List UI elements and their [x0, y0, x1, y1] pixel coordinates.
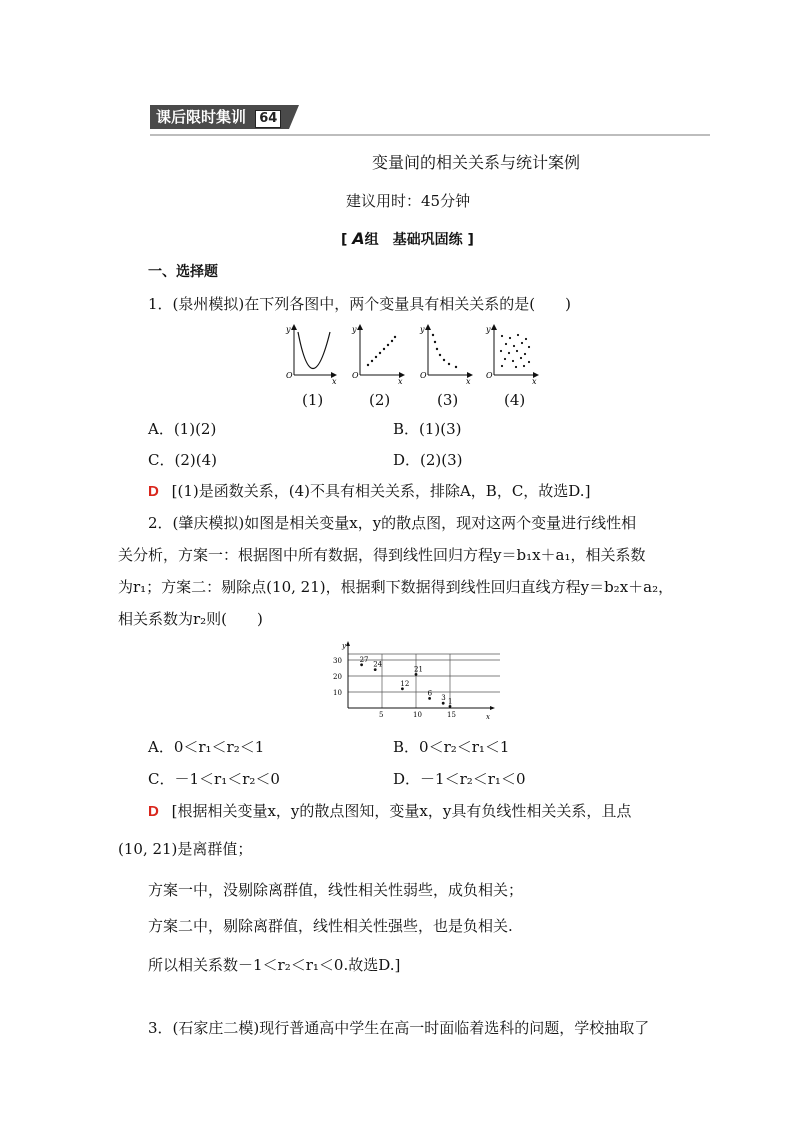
q2-line-4: 相关系数为r₂则( ): [118, 610, 263, 628]
fig4-y-label: y: [486, 325, 491, 334]
q1-figure-label-3: (3): [437, 391, 459, 409]
q2-option-b: B．0＜r₂＜r₁＜1: [393, 738, 510, 756]
scatter-point-label: 21: [414, 665, 423, 674]
scatter-point-label: 6: [427, 689, 433, 698]
x-tick-label: 5: [379, 711, 384, 719]
group-letter: A: [352, 229, 365, 248]
q2-line-3: 为r₁；方案二：剔除点(10, 21)，根据剩下数据得到线性回归直线方程y＝b₂x＋a₂，: [118, 578, 674, 596]
q1-figure-4: [485, 325, 538, 386]
q2-option-a: A．0＜r₁＜r₂＜1: [148, 738, 265, 756]
q1-figure-label-1: (1): [302, 391, 324, 409]
scatter-point: [401, 687, 404, 690]
fig4-origin: O: [486, 371, 493, 380]
q2-y-label: y: [342, 642, 346, 650]
banner-tail: [289, 105, 299, 129]
q2-answer-line-2: (10, 21)是离群值；: [118, 840, 253, 858]
q1-option-b: B．(1)(3): [393, 420, 462, 438]
banner-number: 64: [255, 110, 281, 128]
q2-x-label: x: [486, 713, 490, 721]
time-hint: 建议用时：45分钟: [346, 192, 471, 210]
scatter-point-label: 12: [400, 679, 410, 688]
scatter-point: [442, 702, 445, 705]
section-heading: 一、选择题: [148, 264, 218, 280]
y-tick-label: 30: [333, 657, 342, 665]
q2-line-1: 2．(肇庆模拟)如图是相关变量x，y的散点图，现对这两个变量进行线性相: [148, 514, 637, 532]
q2-answer-line-3: 方案一中，没剔除离群值，线性相关性弱些，成负相关；: [148, 881, 524, 899]
q1-stem: 1．(泉州模拟)在下列各图中，两个变量具有相关关系的是( ): [148, 295, 571, 313]
q1-answer-text: [(1)是函数关系，(4)不具有相关关系，排除A，B，C，故选D.]: [171, 482, 591, 500]
q2-line-2: 关分析，方案一：根据图中所有数据，得到线性回归方程y＝b₁x＋a₁，相关系数: [118, 546, 646, 564]
q2-option-c: C．－1＜r₁＜r₂＜0: [148, 770, 280, 788]
q1-option-d: D．(2)(3): [393, 451, 463, 469]
fig2-y-label: y: [352, 325, 357, 334]
q2-answer-letter: D: [148, 803, 159, 820]
fig4-x-label: x: [532, 377, 537, 386]
q2-scatter-chart: [330, 640, 500, 722]
q1-answer-letter: D: [148, 483, 159, 500]
y-tick-label: 20: [333, 673, 342, 681]
fig3-y-label: y: [420, 325, 425, 334]
q1-option-a: A．(1)(2): [148, 420, 217, 438]
fig2-origin: O: [352, 371, 359, 380]
q2-chart-grid: [348, 654, 500, 708]
banner-label: 课后限时集训: [156, 108, 247, 126]
q2-answer-first: [148, 801, 631, 822]
q2-y-arrow: [346, 641, 350, 646]
scatter-point-label: 1: [448, 697, 453, 706]
q2-option-d: D．－1＜r₂＜r₁＜0: [393, 770, 526, 788]
group-heading: [ A组 基础巩固练 ]: [341, 229, 474, 248]
q2-points: [360, 656, 453, 708]
q2-answer-line-5: 所以相关系数－1＜r₂＜r₁＜0.故选D.]: [148, 956, 401, 974]
q1-figure-1: [285, 325, 337, 386]
scatter-point: [428, 697, 431, 700]
q2-x-arrow: [490, 706, 495, 710]
scatter-point: [360, 663, 363, 666]
fig3-origin: O: [420, 371, 427, 380]
y-tick-label: 10: [333, 689, 342, 697]
scatter-point: [374, 668, 377, 671]
group-label: 组 基础巩固练: [364, 232, 463, 248]
page-title: 变量间的相关关系与统计案例: [372, 153, 581, 172]
section-banner: [150, 105, 299, 129]
scatter-point-label: 24: [373, 660, 383, 669]
q1-answer: [148, 481, 590, 502]
q1-figure-3: [419, 325, 472, 386]
fig3-x-label: x: [466, 377, 471, 386]
scatter-point: [449, 705, 452, 708]
x-tick-label: 10: [413, 711, 422, 719]
banner-divider: [150, 134, 710, 136]
x-tick-label: 15: [447, 711, 456, 719]
scatter-point-label: 3: [441, 694, 446, 703]
q2-tick-labels: [333, 657, 456, 719]
fig1-y-label: y: [286, 325, 291, 334]
banner-label-box: [150, 105, 289, 129]
q2-answer-line-1: [根据相关变量x，y的散点图知，变量x，y具有负线性相关关系，且点: [171, 802, 632, 820]
q1-figures: [280, 320, 560, 386]
q1-figure-label-2: (2): [369, 391, 391, 409]
scatter-point: [415, 673, 418, 676]
fig1-x-label: x: [332, 377, 337, 386]
q1-figure-2: [351, 325, 404, 386]
q3-line-1: 3．(石家庄二模)现行普通高中学生在高一时面临着选科的问题，学校抽取了: [148, 1019, 650, 1037]
scatter-point-label: 27: [359, 655, 369, 664]
fig1-origin: O: [286, 371, 293, 380]
q1-figure-label-4: (4): [504, 391, 526, 409]
q1-option-c: C．(2)(4): [148, 451, 217, 469]
fig2-x-label: x: [398, 377, 403, 386]
q2-answer-line-4: 方案二中，剔除离群值，线性相关性强些，也是负相关.: [148, 917, 513, 935]
